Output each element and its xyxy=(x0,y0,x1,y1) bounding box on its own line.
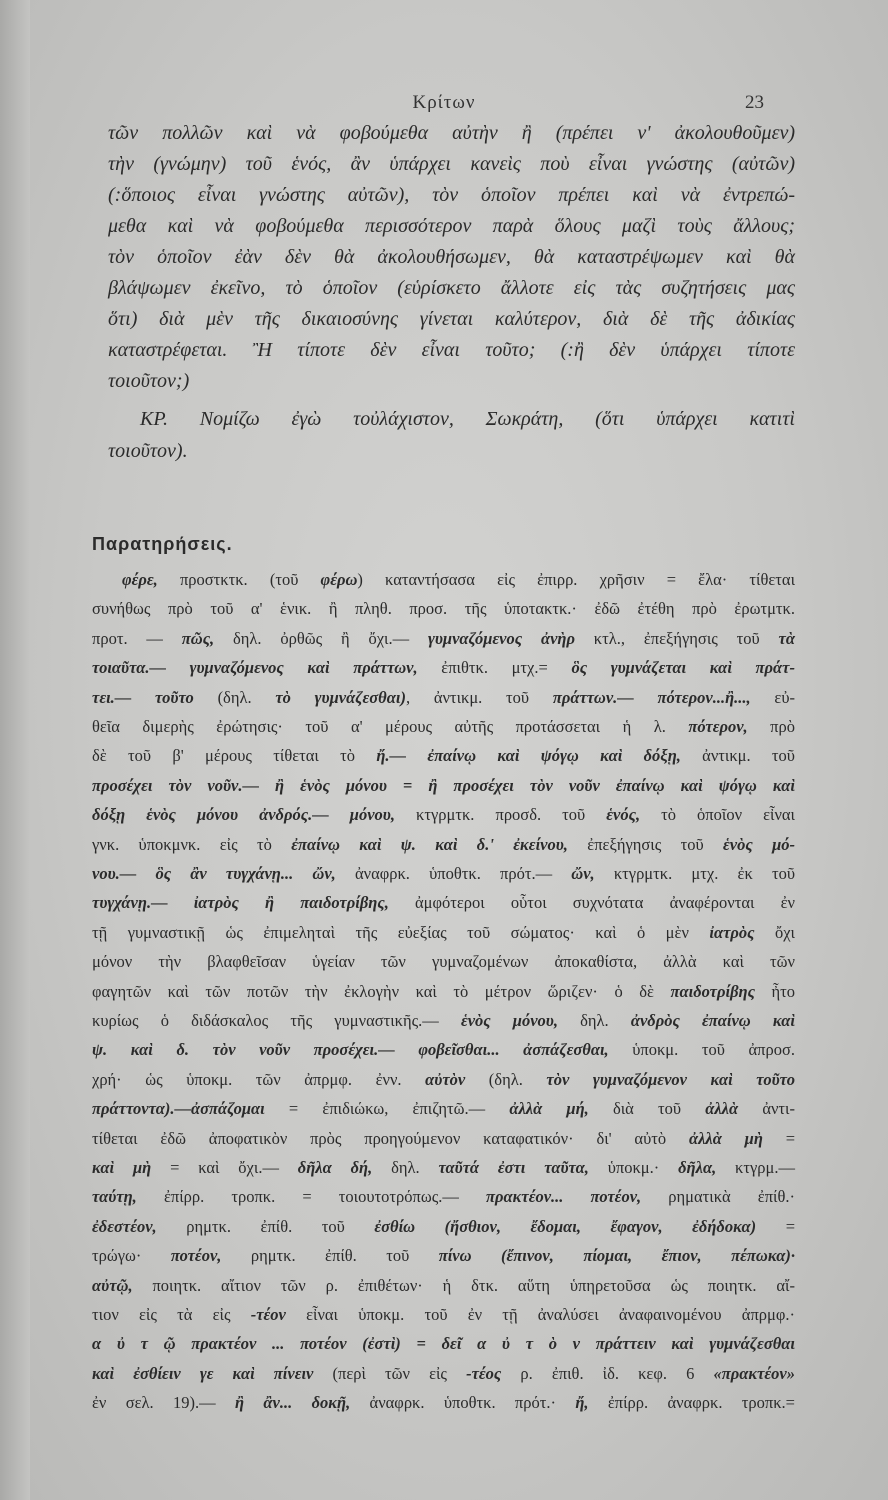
main-text-line: ΚΡ. Νομίζω ἐγὼ τοὐλάχιστον, Σωκράτη, (ὅτι ὑπάρχει κατιτὶ xyxy=(140,408,795,430)
main-text-line: τοιοῦτον;) xyxy=(108,370,190,392)
note-lemma: δόξῃ ἑνὸς μόνου ἀνδρός.— μόνου, xyxy=(92,805,395,825)
note-line xyxy=(92,1389,795,1417)
note-lemma: καὶ ἐσθίειν γε καὶ πίνειν xyxy=(92,1363,314,1383)
note-lemma: α ὐ τ ῷ πρακτέον ... ποτέον (ἐστὶ) = δεῖ α ὐ τ ὸ ν πράττειν καὶ γυμνάζεσθαι xyxy=(92,1334,795,1354)
note-lemma: πρακτέον... ποτέον, xyxy=(486,1187,642,1207)
note-line xyxy=(92,1213,795,1241)
note-text: ἀναφρκ. ὑποθτκ. πρότ.— xyxy=(335,864,572,883)
note-lemma: -τέον xyxy=(250,1305,286,1324)
note-lemma: ἑνός, xyxy=(606,805,641,825)
note-lemma: γυμναζόμενος ἀνὴρ xyxy=(427,628,575,648)
note-text: τὸ ὁποῖον εἶναι xyxy=(640,805,796,825)
note-text: = xyxy=(762,1128,796,1148)
note-line xyxy=(92,1154,795,1182)
note-line xyxy=(92,1066,795,1094)
note-text: πρὸ xyxy=(747,717,795,736)
note-lemma: ἐπαίνῳ καὶ ψ. καὶ δ.' ἐκείνου, xyxy=(291,834,568,854)
main-text-line: βλάψωμεν ἐκεῖνο, τὸ ὁποῖον (εὑρίσκετο ἄλλοτε εἰς τὰς συζητήσεις μας xyxy=(108,277,795,299)
note-line xyxy=(92,1242,795,1270)
note-line xyxy=(92,919,795,947)
main-text-line: τῶν πολλῶν καὶ νὰ φοβούμεθα αὐτὴν ἢ (πρέπει ν' ἀκολουθοῦμεν) xyxy=(108,122,795,144)
note-text: ἀντι- xyxy=(738,1099,795,1119)
note-text: ἦτο xyxy=(754,981,795,1001)
note-lemma: ἑνὸς μόνου, xyxy=(460,1011,558,1030)
note-lemma: προσέχει τὸν νοῦν.— ἢ ἑνὸς μόνου = ἢ προσέχει τὸν νοῦν ἐπαίνῳ καὶ ψόγῳ καὶ xyxy=(92,775,795,795)
note-lemma: ἑνὸς μό- xyxy=(723,834,795,854)
note-line xyxy=(92,1007,795,1035)
note-lemma: ἰατρὸς xyxy=(709,922,755,942)
main-text-line: τοιοῦτον). xyxy=(108,440,188,462)
note-line xyxy=(92,1272,795,1300)
note-lemma: ταύτῃ, xyxy=(92,1187,137,1207)
note-lemma: καὶ μὴ xyxy=(92,1158,152,1177)
note-text: μόνον τὴν βλαφθεῖσαν ὑγείαν τῶν γυμναζομένων ἀποκαθίστα, ἀλλὰ καὶ τῶν xyxy=(92,952,795,972)
note-lemma: ὤν, xyxy=(571,864,595,883)
note-line xyxy=(92,1330,795,1358)
note-lemma: αὐτὸν xyxy=(425,1069,466,1089)
note-text: (δηλ. xyxy=(465,1069,547,1089)
note-line xyxy=(92,1301,795,1329)
note-line xyxy=(92,948,795,976)
note-line xyxy=(92,889,795,917)
note-lemma: «πρακτέον» xyxy=(713,1363,795,1383)
note-lemma: τυγχάνῃ.— ἰατρὸς ἢ παιδοτρίβης, xyxy=(92,893,389,913)
note-text: ἀναφρκ. ὑποθτκ. πρότ.· xyxy=(350,1393,576,1413)
note-lemma: πότερον, xyxy=(688,717,748,736)
note-text: ὑποκμ. τοῦ ἀπροσ. xyxy=(608,1040,795,1060)
note-line xyxy=(92,1095,795,1123)
note-text: = καὶ ὄχι.— xyxy=(151,1158,298,1177)
note-lemma: πράττοντα).—ἀσπάζομαι xyxy=(92,1099,265,1119)
main-text-line: μεθα καὶ νὰ φοβούμεθα περισσότερον παρὰ ὅλους μαζὶ τοὺς ἄλλους; xyxy=(108,215,795,237)
note-lemma: φέρε, xyxy=(122,570,158,589)
note-lemma: ἤ.— ἐπαίνῳ καὶ ψόγῳ καὶ δόξῃ, xyxy=(376,746,681,766)
note-line xyxy=(92,684,795,712)
note-text: τίθεται ἐδῶ ἀποφατικὸν πρὸς προηγούμενον καταφατικόν· δι' αὐτὸ xyxy=(92,1128,689,1148)
notes-heading: Παρατηρήσεις. xyxy=(92,534,233,554)
note-text: κτγρμτκ. προσδ. τοῦ xyxy=(395,805,607,825)
note-lemma: ὃς γυμνάζεται καὶ πράτ- xyxy=(571,658,795,678)
note-line xyxy=(92,625,795,653)
note-lemma: -τέος xyxy=(466,1363,502,1383)
note-lemma: ἀλλὰ μή, xyxy=(509,1099,589,1119)
note-text: δηλ. xyxy=(558,1011,631,1030)
note-text: προστκτκ. (τοῦ xyxy=(157,570,321,589)
note-text: τιον εἰς τὰ εἰς xyxy=(92,1305,251,1324)
note-text: ἀμφότεροι οὗτοι συχνότατα ἀναφέρονται ἐν xyxy=(388,893,796,913)
note-line xyxy=(92,978,795,1006)
note-text: ἐπεξήγησις τοῦ xyxy=(567,834,724,854)
note-text: διὰ τοῦ xyxy=(588,1099,706,1119)
note-lemma: τοιαῦτα.— γυμναζόμενος καὶ πράττων, xyxy=(92,658,418,678)
note-text: δηλ. ὀρθῶς ἢ ὄχι.— xyxy=(214,628,428,648)
note-lemma: ἐσθίω (ἤσθιον, ἔδομαι, ἔφαγον, ἐδήδοκα) xyxy=(374,1216,757,1236)
note-lemma: πίνω (ἔπινον, πίομαι, ἔπιον, πέπωκα)· xyxy=(438,1246,795,1266)
note-text: τρώγω· xyxy=(92,1246,171,1266)
note-line xyxy=(92,831,795,859)
note-text: προτ. — xyxy=(92,628,182,648)
note-text: συνήθως πρὸ τοῦ α' ἑνικ. ἢ πληθ. προσ. τῆς ὑποτακτκ.· ἐδῶ ἐτέθη πρὸ ἐρωτμτκ. xyxy=(92,599,795,619)
note-line xyxy=(92,1125,795,1153)
note-text: ρημτκ. ἐπίθ. τοῦ xyxy=(156,1216,375,1236)
note-text: ποιητκ. αἴτιον τῶν ρ. ἐπιθέτων· ἡ δτκ. αὕτη ὑπηρετοῦσα ὡς ποιητκ. αἴ- xyxy=(132,1275,795,1295)
note-lemma: ψ. καὶ δ. τὸν νοῦν προσέχει.— φοβεῖσθαι... ἀσπάζεσθαι, xyxy=(92,1040,609,1060)
note-line xyxy=(92,595,795,623)
note-text: κυρίως ὁ διδάσκαλος τῆς γυμναστικῆς.— xyxy=(92,1011,461,1030)
running-header-title: Κρίτων xyxy=(412,92,476,113)
main-text-line: (:ὅποιος εἶναι γνώστης αὐτῶν), τὸν ὁποῖον πρέπει καὶ νὰ ἐντρεπώ- xyxy=(108,184,795,206)
note-lemma: δῆλα δή, xyxy=(297,1158,373,1177)
note-text: δὲ τοῦ β' μέρους τίθεται τὸ xyxy=(92,746,377,766)
note-text: δηλ. xyxy=(372,1158,439,1177)
note-line xyxy=(92,860,795,888)
main-text-line: τὸν ὁποῖον ἐὰν δὲν θὰ ἀκολουθήσωμεν, θὰ καταστρέψωμεν καὶ θὰ xyxy=(108,246,795,268)
note-lemma: ταῦτά ἐστι ταῦτα, xyxy=(438,1158,589,1177)
note-line xyxy=(92,1036,795,1064)
note-text: = ἐπιδιώκω, ἐπιζητῶ.— xyxy=(264,1099,510,1119)
note-text: εὐ- xyxy=(750,687,795,707)
note-text: χρή· ὡς ὑποκμ. τῶν ἀπρμφ. ἐνν. xyxy=(92,1069,426,1089)
note-lemma: πῶς, xyxy=(181,628,215,648)
note-text: , ἀντικμ. τοῦ xyxy=(405,687,553,707)
note-lemma: ἀνδρὸς ἐπαίνῳ καὶ xyxy=(630,1011,796,1030)
note-lemma: τὰ xyxy=(778,628,795,648)
note-line xyxy=(92,1360,795,1388)
note-text: κτλ., ἐπεξήγησις τοῦ xyxy=(574,628,779,648)
note-line xyxy=(92,654,795,682)
note-text: κτγρμ.— xyxy=(716,1158,795,1177)
note-lemma: τὸν γυμναζόμενον καὶ τοῦτο xyxy=(546,1069,795,1089)
note-line xyxy=(92,801,795,829)
note-text: ρηματικὰ ἐπίθ.· xyxy=(641,1187,795,1207)
note-line xyxy=(122,566,795,594)
note-lemma: ἀλλὰ xyxy=(705,1099,739,1119)
note-line xyxy=(92,772,795,800)
main-text-line: καταστρέφεται. Ἢ τίποτε δὲν εἶναι τοῦτο; (:ἢ δὲν ὑπάρχει τίποτε xyxy=(108,339,795,361)
note-lemma: τὸ γυμνάζεσθαι) xyxy=(275,687,406,707)
page-number: 23 xyxy=(745,92,764,113)
note-text: εἶναι ὑποκμ. τοῦ ἐν τῇ ἀναλύσει ἀναφαινομένου ἀπρμφ.· xyxy=(285,1305,796,1324)
note-text: φαγητῶν καὶ τῶν ποτῶν τὴν ἐκλογὴν καὶ τὸ μέτρον ὥριζεν· ὁ δὲ xyxy=(92,981,671,1001)
note-lemma: ἤ, xyxy=(575,1393,589,1413)
note-lemma: πράττων.— πότερον...ἢ..., xyxy=(552,687,751,707)
note-text: ὄχι xyxy=(754,922,795,942)
note-text: ἐπιθτκ. μτχ.= xyxy=(417,658,572,678)
note-text: γνκ. ὑποκμνκ. εἰς τὸ xyxy=(92,834,292,854)
note-text: θεῖα διμερὴς ἐρώτησις· τοῦ α' μέρους αὐτῆς προτάσσεται ἡ λ. xyxy=(92,717,689,736)
note-lemma: δῆλα, xyxy=(678,1158,717,1177)
note-lemma: παιδοτρίβης xyxy=(670,981,755,1001)
note-lemma: νου.— ὃς ἂν τυγχάνῃ... ὤν, xyxy=(92,864,336,883)
note-lemma: ἢ ἂν... δοκῇ, xyxy=(235,1393,351,1413)
note-text: κτγρμτκ. μτχ. ἐκ τοῦ xyxy=(594,864,796,883)
note-line xyxy=(92,1183,795,1211)
note-lemma: ποτέον, xyxy=(170,1246,222,1266)
note-text: ἀντικμ. τοῦ xyxy=(680,746,795,766)
note-text: ἐπίρρ. ἀναφρκ. τροπκ.= xyxy=(588,1393,795,1413)
note-text: ὑποκμ.· xyxy=(588,1158,679,1177)
page-gutter xyxy=(0,0,30,1500)
note-text: (περὶ τῶν εἰς xyxy=(313,1363,467,1383)
note-text: = xyxy=(756,1216,796,1236)
note-lemma: αὐτῷ, xyxy=(92,1275,133,1295)
note-text: ρ. ἐπιθ. ἰδ. κεφ. 6 xyxy=(501,1363,714,1383)
note-line xyxy=(92,713,795,741)
note-lemma: ἐδεστέον, xyxy=(92,1216,157,1236)
main-text-line: ὅτι) διὰ μὲν τῆς δικαιοσύνης γίνεται καλύτερον, διὰ δὲ τῆς ἀδικίας xyxy=(108,308,795,330)
note-lemma: ἀλλὰ μὴ xyxy=(688,1128,763,1148)
note-lemma: τει.— τοῦτο xyxy=(92,687,194,707)
note-text: τῇ γυμναστικῇ ὡς ἐπιμεληταὶ τῆς εὐεξίας τοῦ σώματος· καὶ ὁ μὲν xyxy=(92,922,710,942)
main-text-line: τὴν (γνώμην) τοῦ ἑνός, ἂν ὑπάρχει κανεὶς ποὺ εἶναι γνώστης (αὐτῶν) xyxy=(108,153,795,175)
note-text: ἐν σελ. 19).— xyxy=(92,1393,235,1413)
note-text: ρημτκ. ἐπίθ. τοῦ xyxy=(221,1246,439,1266)
note-text: (δηλ. xyxy=(193,687,276,707)
note-lemma: φέρω xyxy=(320,570,358,589)
note-text: ἐπίρρ. τροπκ. = τοιουτοτρόπως.— xyxy=(136,1187,487,1207)
note-line xyxy=(92,742,795,770)
note-text: ) καταντήσασα εἰς ἐπιρρ. χρῆσιν = ἔλα· τίθεται xyxy=(357,570,796,589)
